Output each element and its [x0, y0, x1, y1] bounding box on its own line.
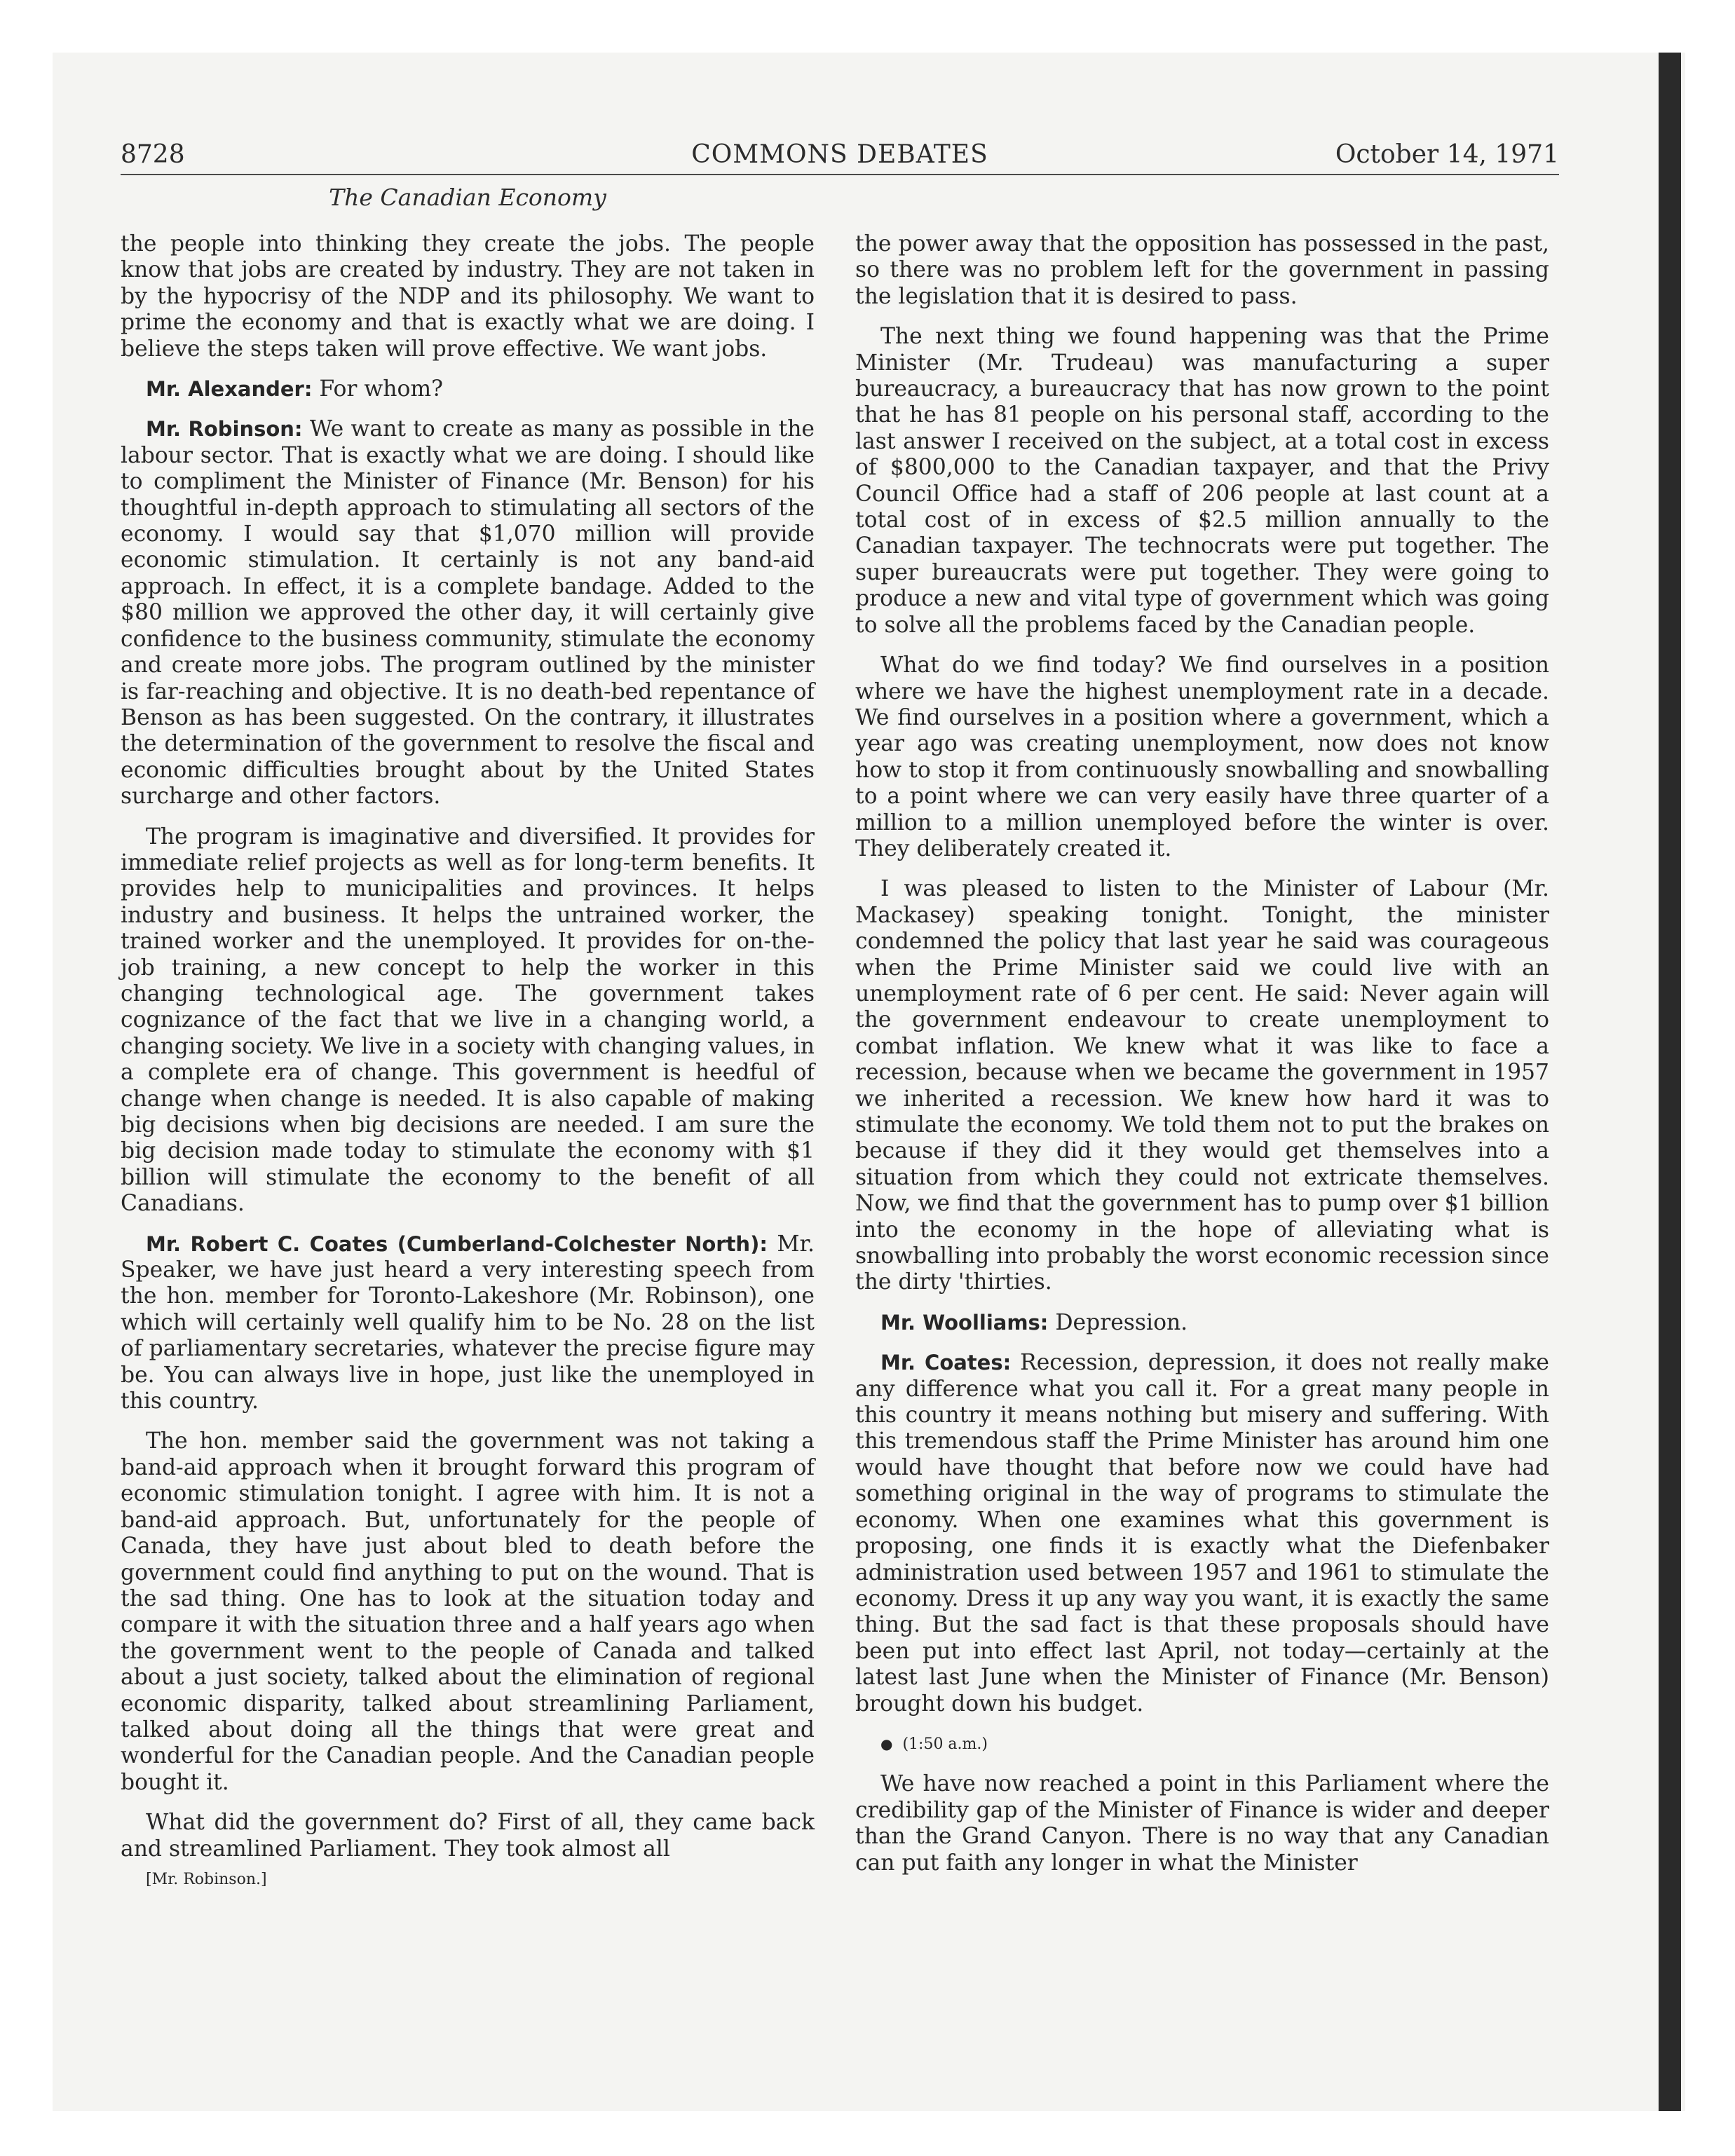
- speech-text: Depression.: [1048, 1309, 1188, 1335]
- paragraph: The hon. member said the government was not taking a band-aid approach when it brought forward this program of economic stimulation tonight. I agree with him. It is not a band-aid approach. But, unfortunately for the people of Canada, they have just about bled to death before the government could find anything to put on the wound. That is the sad thing. One has to look at the situation today and compare it with the situation three and a half years ago when the government went to the people of Canada and talked about a just society, talked about the elimination of regional economic disparity, talked about streamlining Parliament, talked about doing all the things that were great and wonderful for the Canadian people. And the Canadian people bought it.: [121, 1428, 815, 1795]
- speech-paragraph: [121, 416, 815, 810]
- speech-paragraph: [855, 1350, 1549, 1717]
- speech-text: We want to create as many as possible in the labour sector. That is exactly what we are doing. I should like to compliment the Minister of Finance (Mr. Benson) for his thoughtful in-depth approach to stimulating all sectors of the economy. I would say that $1,070 million will provide economic stimulation. It certainly is not any band-aid approach. In effect, it is a complete bandage. Added to the $80 million we approved the other day, it will certainly give confidence to the business community, stimulate the economy and create more jobs. The program outlined by the minister is far-reaching and objective. It is no death-bed repentance of Benson as has been suggested. On the contrary, it illustrates the determination of the government to resolve the fiscal and economic difficulties brought about by the United States surcharge and other factors.: [121, 416, 815, 810]
- paragraph: What do we find today? We find ourselves in a position where we have the highest unemployment rate in a decade. We find ourselves in a position where a government, which a year ago was creating unemployment, now does not know how to stop it from continuously snowballing and snowballing to a point where we can very easily have three quarter of a million to a million unemployed before the winter is over. They deliberately created it.: [855, 653, 1549, 861]
- speech-text: Recession, depression, it does not really make any difference what you call it. For a great many people in this country it means nothing but misery and suffering. With this tremendous staff the Prime Minister has around him one would have thought that before now we could have had something original in the way of programs to stimulate the economy. When one examines what this government is proposing, one finds it is exactly what the Diefenbaker administration used between 1957 and 1961 to stimulate the economy. Dress it up any way you want, it is exactly the same thing. But the sad fact is that these proposals should have been put into effect last April, not today—certainly at the latest last June when the Minister of Finance (Mr. Benson) brought down his budget.: [855, 1350, 1549, 1717]
- speech-text: For whom?: [312, 376, 443, 402]
- footnote: [Mr. Robinson.]: [146, 1870, 267, 1888]
- speech-paragraph: [855, 1310, 1549, 1336]
- paragraph: What did the government do? First of all, they came back and streamlined Parliament. They took almost all: [121, 1810, 815, 1862]
- speech-text: Mr. Speaker, we have just heard a very interesting speech from the hon. member for Toronto-Lakeshore (Mr. Robinson), one which will certainly well qualify him to be No. 28 on the list of parliamentary secretaries, whatever the precise figure may be. You can always live in hope, just like the unemployed in this country.: [121, 1231, 815, 1414]
- subject-heading: The Canadian Economy: [329, 184, 606, 211]
- paragraph: I was pleased to listen to the Minister of Labour (Mr. Mackasey) speaking tonight. Tonight, the minister condemned the policy that last year he said was courageous when the Prime Minister said we could live with an unemployment rate of 6 per cent. He said: Never again will the government endeavour to create unemployment to combat inflation. We knew what it was like to face a recession, because when we became the government in 1957 we inherited a recession. We knew how hard it was to stimulate the economy. We told them not to put the brakes on because if they did it they would get themselves into a situation from which they could not extricate themselves. Now, we find that the government has to pump over $1 billion into the economy in the hope of alleviating what is snowballing into probably the worst economic recession since the dirty 'thirties.: [855, 876, 1549, 1295]
- page-header: [121, 140, 1559, 174]
- scan-edge-bar: [1659, 53, 1681, 2111]
- paragraph: The next thing we found happening was that the Prime Minister (Mr. Trudeau) was manufacturing a super bureaucracy, a bureaucracy that has now grown to the point that he has 81 people on his personal staff, according to the last answer I received on the subject, at a total cost in excess of $800,000 to the Canadian taxpayer, and that the Privy Council Office had a staff of 206 people at last count at a total cost of in excess of $2.5 million annually to the Canadian taxpayer. The technocrats were put together. The super bureaucrats were put together. They were going to produce a new and vital type of government which was going to solve all the problems faced by the Canadian people.: [855, 324, 1549, 638]
- header-rule: [121, 174, 1559, 175]
- speech-paragraph: [121, 376, 815, 402]
- paragraph: the power away that the opposition has possessed in the past, so there was no problem left for the government in passing the legislation that it is desired to pass.: [855, 231, 1549, 309]
- time-text: (1:50 a.m.): [902, 1735, 988, 1753]
- left-column: [121, 231, 815, 1906]
- bullet-icon: ●: [880, 1735, 893, 1752]
- right-column: [855, 231, 1549, 1890]
- publication-title: COMMONS DEBATES: [691, 140, 988, 169]
- paragraph: the people into thinking they create the jobs. The people know that jobs are created by industry. They are not taken in by the hypocrisy of the NDP and its philosophy. We want to prime the economy and that is exactly what we are doing. I believe the steps taken will prove effective. We want jobs.: [121, 231, 815, 362]
- paragraph: We have now reached a point in this Parliament where the credibility gap of the Minister of Finance is wider and deeper than the Grand Canyon. There is no way that any Canadian can put faith any longer in what the Minister: [855, 1771, 1549, 1876]
- speaker-name: Mr. Alexander:: [146, 377, 313, 402]
- speech-paragraph: [121, 1231, 815, 1415]
- speaker-name: Mr. Robert C. Coates (Cumberland-Colchester North):: [146, 1231, 768, 1256]
- time-marker: [855, 1731, 1549, 1757]
- speaker-name: Mr. Robinson:: [146, 417, 303, 442]
- speaker-name: Mr. Woolliams:: [880, 1310, 1049, 1335]
- paragraph: The program is imaginative and diversified. It provides for immediate relief projects as well as for long-term benefits. It provides help to municipalities and provinces. It helps industry and business. It helps the untrained worker, the trained worker and the unemployed. It provides for on-the-job training, a new concept to help the worker in this changing technological age. The government takes cognizance of the fact that we live in a changing world, a changing society. We live in a society with changing values, in a complete era of change. This government is heedful of change when change is needed. It is also capable of making big decisions when big decisions are needed. I am sure the big decision made today to stimulate the economy with $1 billion will stimulate the economy to the benefit of all Canadians.: [121, 824, 815, 1217]
- header-date: October 14, 1971: [1335, 140, 1559, 169]
- page-number: 8728: [121, 140, 185, 169]
- speaker-name: Mr. Coates:: [880, 1351, 1012, 1375]
